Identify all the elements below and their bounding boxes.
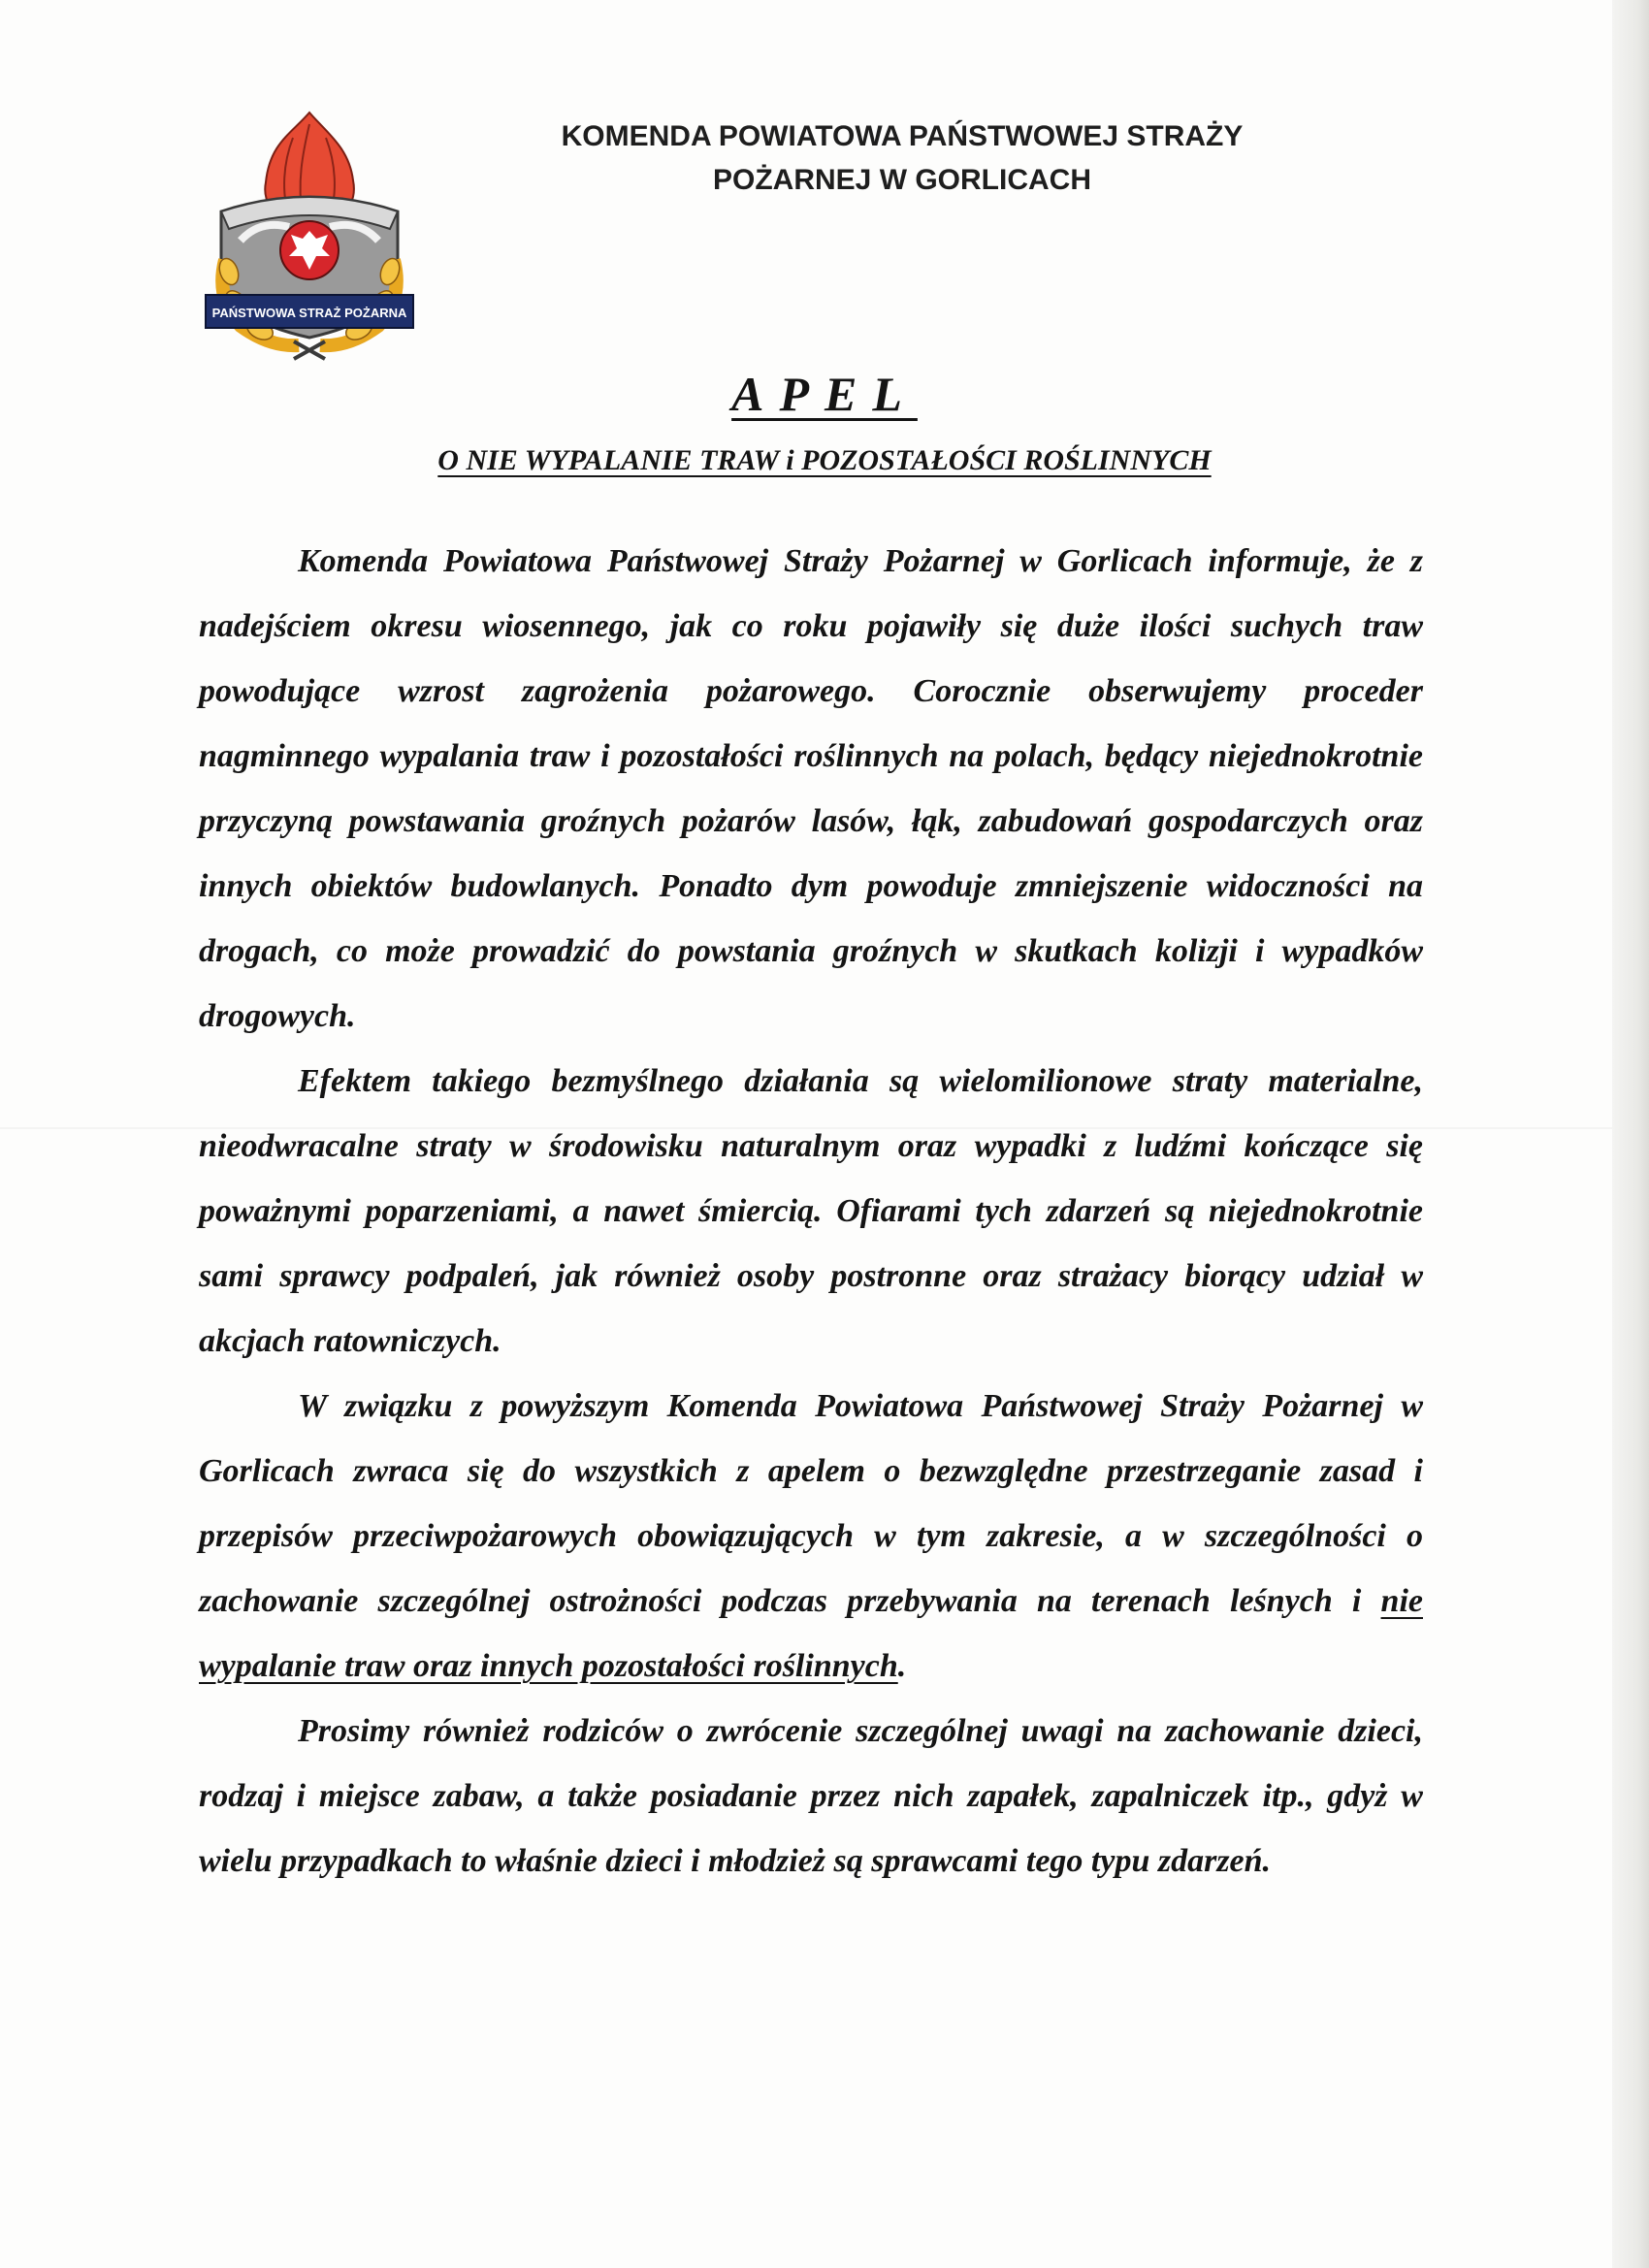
emblem-text: PAŃSTWOWA STRAŻ POŻARNA [211, 306, 407, 320]
paragraph-3-text: W związku z powyższym Komenda Powiatowa Państwowej Straży Pożarnej w Gorlicach zwraca się do wszystkich z apelem o bezwzględne przestrzeganie zasad i przepisów przeciwpożarowych obowiązujących w tym zakresie, a w szczególności o zachowanie szczególnej ostrożności podczas przebywania na terenach leśnych i [199, 1388, 1423, 1619]
fire-service-emblem [202, 105, 417, 362]
paragraph-4: Prosimy również rodziców o zwrócenie szczególnej uwagi na zachowanie dzieci, rodzaj i miejsce zabaw, a także posiadanie przez nich zapałek, zapalniczek itp., gdyż w wielu przypadkach to właśnie dzieci i młodzież są sprawcami tego typu zdarzeń. [199, 1713, 1423, 1879]
document-title: APEL [731, 367, 918, 421]
paragraph-3-underlined: nie wypalanie traw oraz innych pozostałości roślinnych [199, 1583, 1423, 1684]
header-line-2: POŻARNEJ W GORLICACH [713, 164, 1091, 196]
paragraph-3-end: . [897, 1648, 907, 1684]
scan-page-edge [1612, 0, 1649, 2268]
document-body [199, 529, 1423, 1894]
document-subtitle: O NIE WYPALANIE TRAW i POZOSTAŁOŚCI ROŚLINNYCH [437, 444, 1212, 476]
paragraph-2: Efektem takiego bezmyślnego działania są wielomilionowe straty materialne, nieodwracalne straty w środowisku naturalnym oraz wypadki z ludźmi kończące się poważnymi poparzeniami, a nawet śmiercią. Ofiarami tych zdarzeń są niejednokrotnie sami sprawcy podpaleń, jak również osoby postronne oraz strażacy biorący udział w akcjach ratowniczych. [199, 1063, 1423, 1359]
header-line-1: KOMENDA POWIATOWA PAŃSTWOWEJ STRAŻY [561, 120, 1244, 152]
document-header [417, 114, 1387, 202]
paragraph-1: Komenda Powiatowa Państwowej Straży Pożarnej w Gorlicach informuje, że z nadejściem okresu wiosennego, jak co roku pojawiły się duże ilości suchych traw powodujące wzrost zagrożenia pożarowego. Corocznie obserwujemy proceder nagminnego wypalania traw i pozostałości roślinnych na polach, będący niejednokrotnie przyczyną powstawania groźnych pożarów lasów, łąk, zabudowań gospodarczych oraz innych obiektów budowlanych. Ponadto dym powoduje zmniejszenie widoczności na drogach, co może prowadzić do powstania groźnych w skutkach kolizji i wypadków drogowych. [199, 543, 1423, 1034]
paragraph-3 [199, 1374, 1423, 1699]
